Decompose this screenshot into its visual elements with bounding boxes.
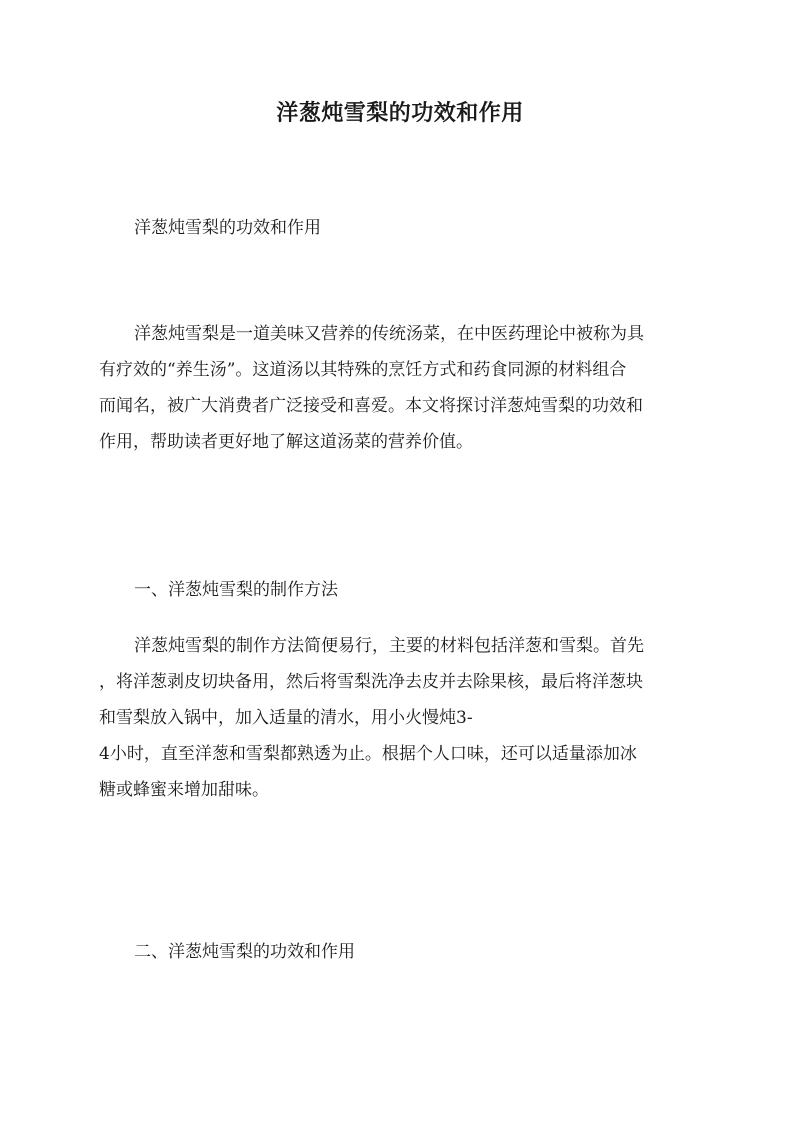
section-heading-benefits: 二、洋葱炖雪梨的功效和作用 — [134, 942, 355, 962]
intro-paragraph — [99, 316, 703, 460]
document-subtitle: 洋葱炖雪梨的功效和作用 — [134, 218, 321, 238]
paragraph-line: ，将洋葱剥皮切块备用，然后将雪梨洗净去皮并去除果核，最后将洋葱块 — [99, 672, 643, 692]
paragraph-line: 和雪梨放入锅中，加入适量的清水，用小火慢炖3- — [99, 708, 473, 728]
paragraph-line: 作用，帮助读者更好地了解这道汤菜的营养价值。 — [99, 432, 473, 452]
paragraph-line: 糖或蜂蜜来增加甜味。 — [99, 780, 269, 800]
paragraph-line: 洋葱炖雪梨是一道美味又营养的传统汤菜，在中医药理论中被称为具 — [134, 324, 644, 344]
paragraph-line: 洋葱炖雪梨的制作方法简便易行，主要的材料包括洋葱和雪梨。首先 — [134, 636, 644, 656]
paragraph-line: 而闻名，被广大消费者广泛接受和喜爱。本文将探讨洋葱炖雪梨的功效和 — [99, 396, 643, 416]
document-title: 洋葱炖雪梨的功效和作用 — [276, 100, 524, 126]
paragraph-line: 有疗效的“养生汤”。这道汤以其特殊的烹饪方式和药食同源的材料组合 — [99, 360, 627, 380]
method-paragraph — [99, 628, 703, 808]
paragraph-line: 4小时，直至洋葱和雪梨都熟透为止。根据个人口味，还可以适量添加冰 — [99, 744, 637, 764]
section-heading-method: 一、洋葱炖雪梨的制作方法 — [134, 580, 338, 600]
